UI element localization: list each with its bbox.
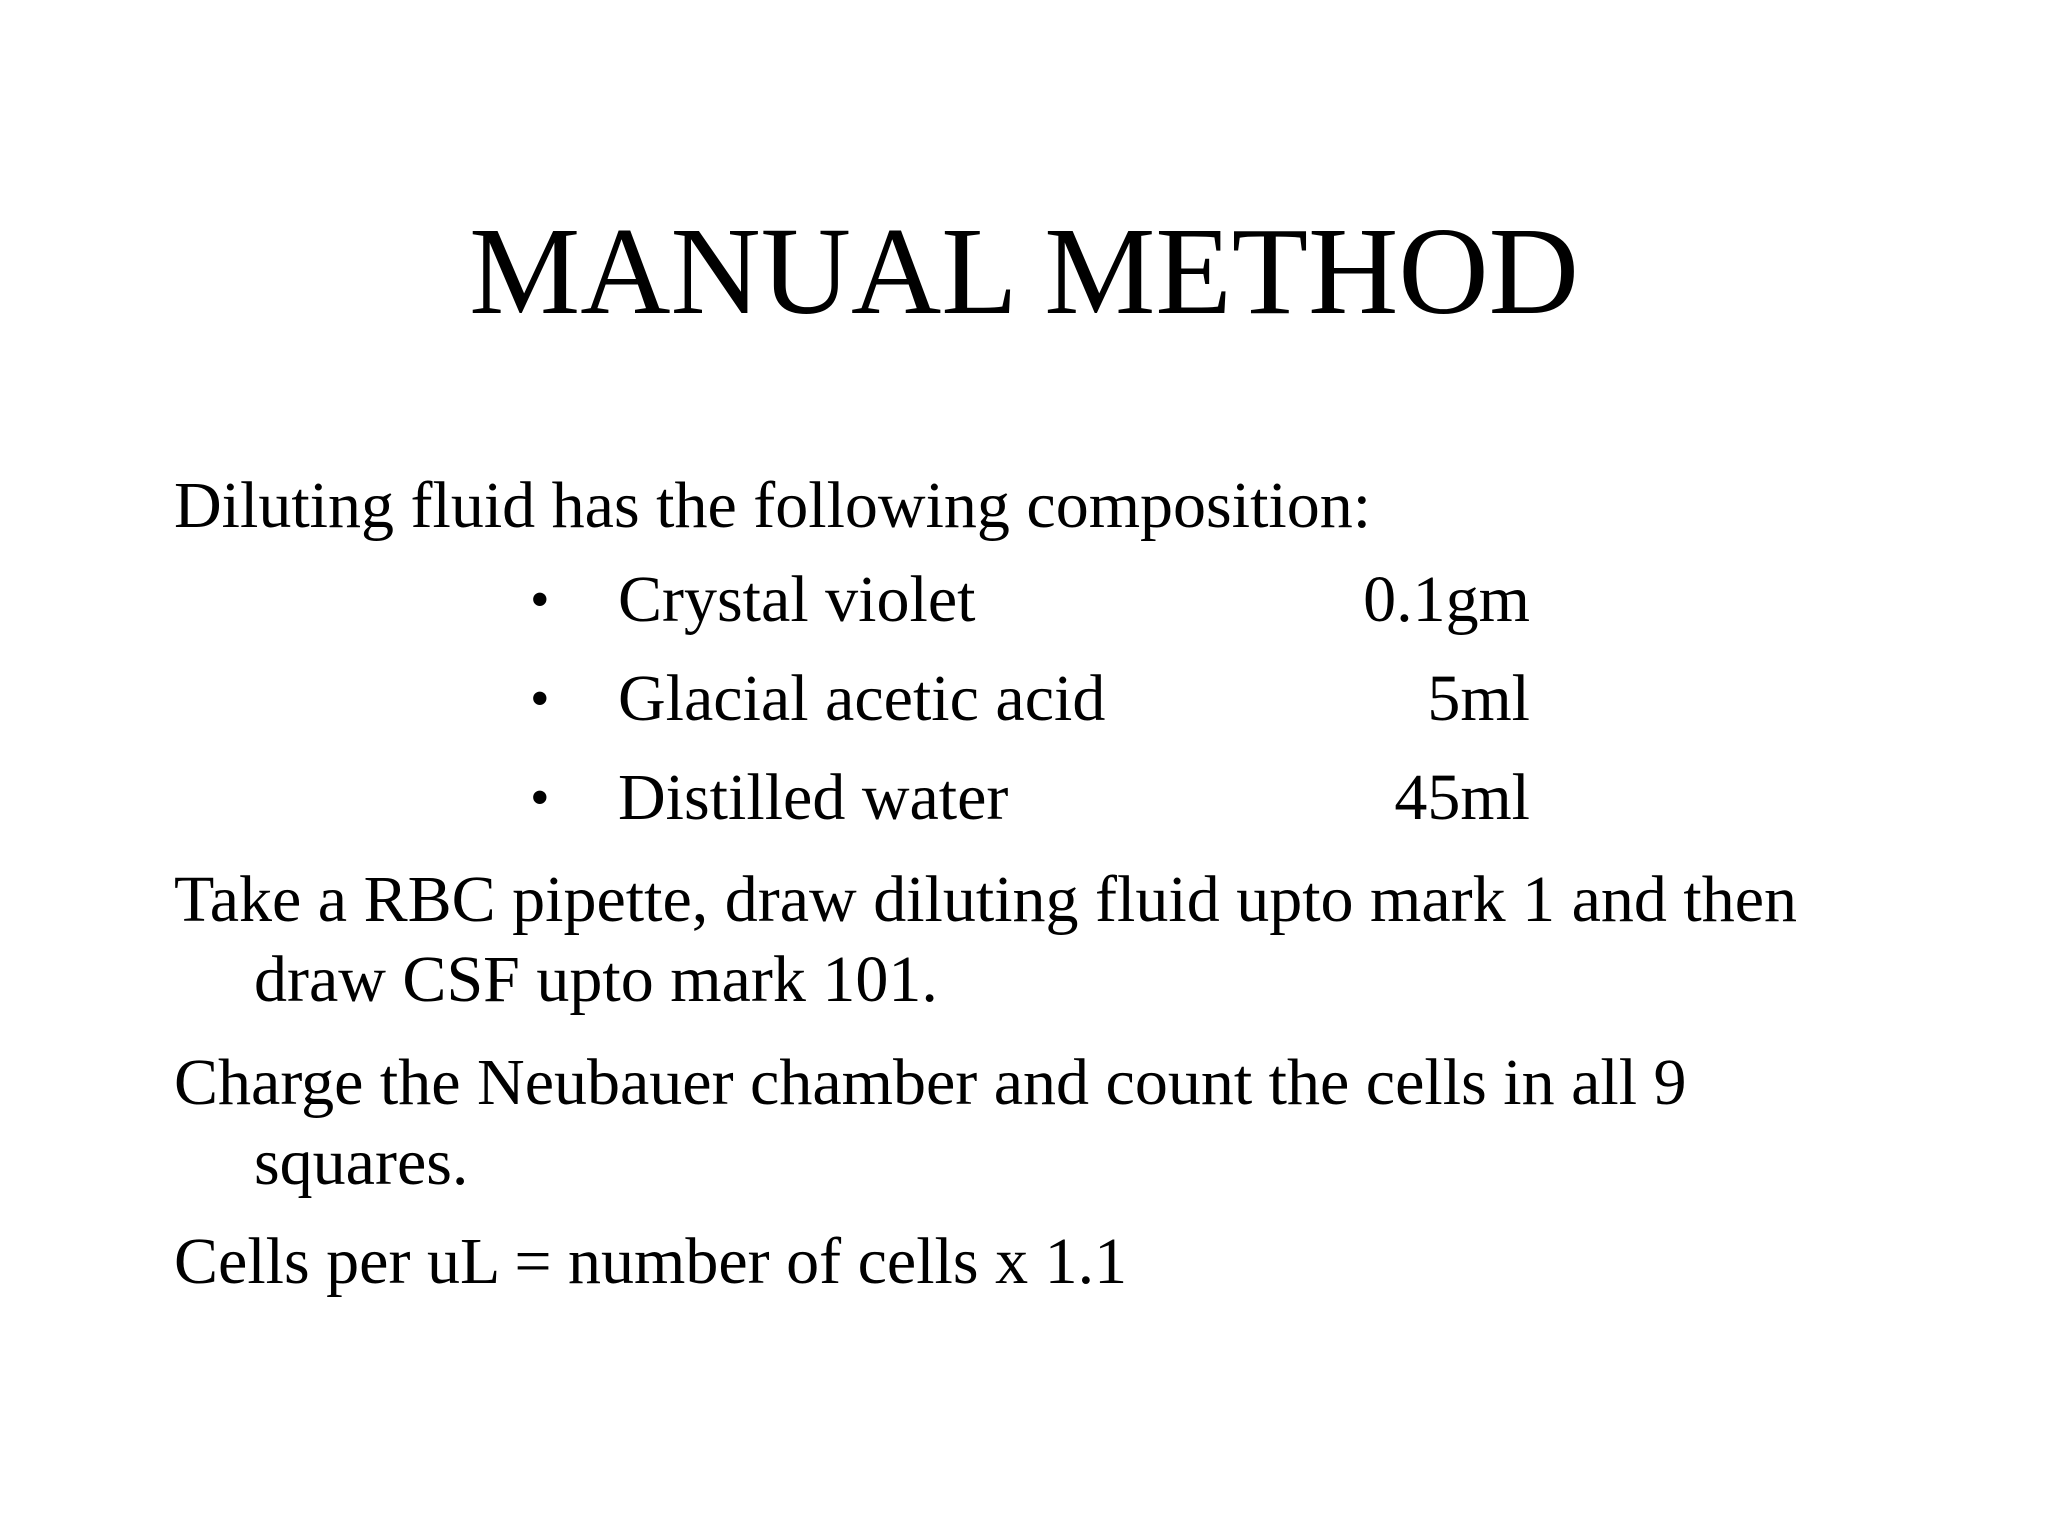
slide-title: MANUAL METHOD [469, 203, 1579, 341]
step-line-continued: draw CSF upto mark 101. [254, 943, 938, 1016]
ingredient-list [530, 560, 1530, 857]
bullet-icon: • [530, 767, 550, 829]
bullet-icon: • [530, 668, 550, 730]
ingredient-name: Glacial acetic acid [618, 662, 1106, 735]
step-paragraph [174, 860, 1974, 1020]
ingredient-amount: 45ml [1394, 761, 1530, 834]
step-line: Take a RBC pipette, draw diluting fluid upto mark 1 and then [174, 863, 1798, 936]
ingredient-name: Crystal violet [618, 563, 976, 636]
intro-text: Diluting fluid has the following composition: [174, 469, 1372, 542]
step-line: Cells per uL = number of cells x 1.1 [174, 1225, 1128, 1298]
step-line: Charge the Neubauer chamber and count the cells in all 9 [174, 1046, 1687, 1119]
step-line-continued: squares. [254, 1126, 469, 1199]
bullet-icon: • [530, 569, 550, 631]
ingredient-name: Distilled water [618, 761, 1009, 834]
ingredient-item [530, 560, 1530, 659]
ingredient-item [530, 758, 1530, 857]
step-paragraph [174, 1222, 1974, 1302]
ingredient-item [530, 659, 1530, 758]
ingredient-amount: 5ml [1427, 662, 1530, 735]
ingredient-amount: 0.1gm [1363, 563, 1530, 636]
step-paragraph [174, 1043, 1974, 1203]
